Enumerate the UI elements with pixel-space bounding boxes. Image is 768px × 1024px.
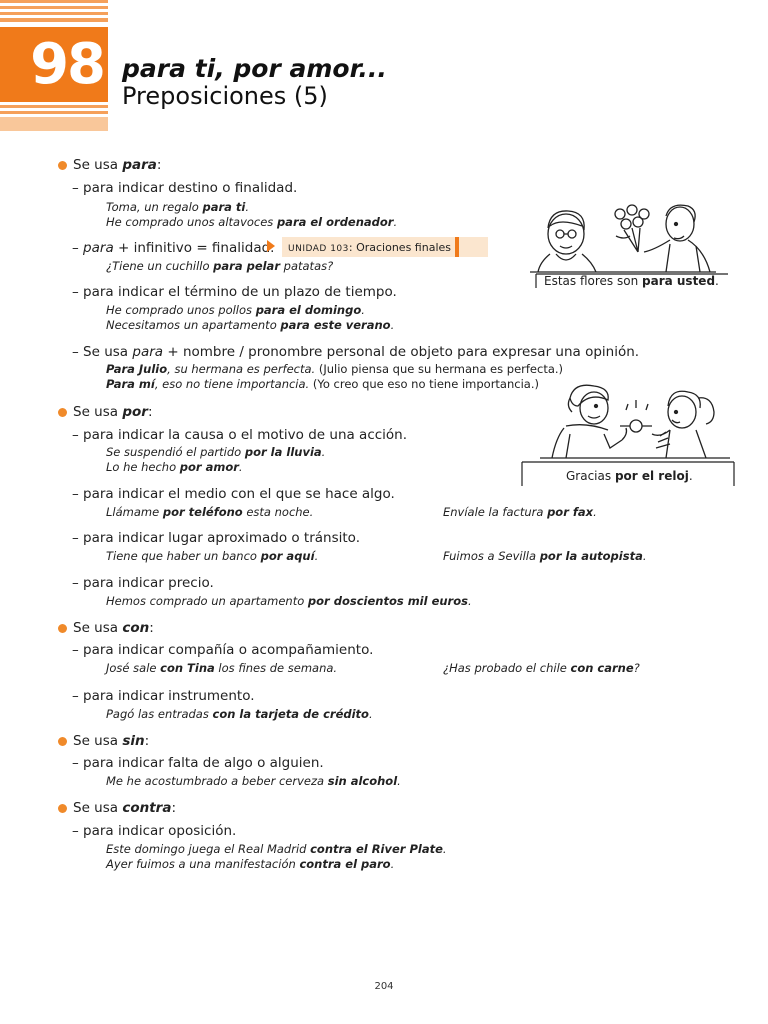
- illustration-caption: Estas flores son para usted.: [544, 274, 719, 288]
- rule-line: – para indicar el medio con el que se hace algo.: [72, 486, 395, 502]
- example: ¿Tiene un cuchillo para pelar patatas?: [106, 259, 334, 273]
- example: He comprado unos pollos para el domingo.: [106, 303, 365, 317]
- example: Me he acostumbrado a beber cerveza sin alcohol.: [106, 774, 401, 788]
- example: Para mí, eso no tiene importancia. (Yo creo que eso no tiene importancia.): [106, 377, 539, 391]
- rule-line: – para indicar precio.: [72, 575, 214, 591]
- example: Toma, un regalo para ti.: [106, 200, 250, 214]
- bullet-icon: [58, 408, 67, 417]
- example: Este domingo juega el Real Madrid contra el River Plate.: [106, 842, 447, 856]
- page-subtitle: Preposiciones (5): [122, 82, 328, 110]
- rule-line: – para indicar falta de algo o alguien.: [72, 755, 324, 771]
- rule-line: – para indicar compañía o acompañamiento.: [72, 642, 374, 658]
- example: He comprado unos altavoces para el ordenador.: [106, 215, 398, 229]
- example: Necesitamos un apartamento para este verano.: [106, 318, 395, 332]
- triangle-arrow-icon: [267, 240, 275, 252]
- cross-reference-bar: [455, 237, 459, 257]
- rule-line: – para indicar lugar aproximado o tránsito.: [72, 530, 360, 546]
- bullet-icon: [58, 161, 67, 170]
- header-stripe: [0, 12, 108, 15]
- page-title: para ti, por amor...: [122, 54, 387, 83]
- example: ¿Has probado el chile con carne?: [443, 661, 640, 675]
- rule-line: – para indicar la causa o el motivo de una acción.: [72, 427, 408, 443]
- example: Para Julio, su hermana es perfecta. (Julio piensa que su hermana es perfecta.): [106, 362, 564, 376]
- illustration-caption: Gracias por el reloj.: [566, 469, 693, 483]
- example: Tiene que haber un banco por aquí.: [106, 549, 319, 563]
- header-stripe: [0, 111, 108, 114]
- example: Ayer fuimos a una manifestación contra el paro.: [106, 857, 395, 871]
- example: Pagó las entradas con la tarjeta de crédito.: [106, 707, 373, 721]
- rule-line: – para indicar instrumento.: [72, 688, 255, 704]
- rule-line: – para + infinitivo = finalidad.: [72, 240, 275, 256]
- rule-line: – para indicar destino o finalidad.: [72, 180, 298, 196]
- page-number: 204: [374, 981, 394, 992]
- header-stripe: [0, 18, 108, 22]
- rule-line: – Se usa para + nombre / pronombre personal de objeto para expresar una opinión.: [72, 344, 640, 360]
- example: Lo he hecho por amor.: [106, 460, 243, 474]
- example: Hemos comprado un apartamento por doscientos mil euros.: [106, 594, 472, 608]
- bullet-icon: [58, 804, 67, 813]
- header-stripe: [0, 117, 108, 131]
- header-stripe: [0, 6, 108, 9]
- watch-gift-illustration: [530, 378, 740, 468]
- example: Llámame por teléfono esta noche.: [106, 505, 314, 519]
- cross-reference[interactable]: UNIDAD 103: Oraciones finales: [288, 241, 451, 254]
- bullet-icon: [58, 737, 67, 746]
- example: José sale con Tina los fines de semana.: [106, 661, 338, 675]
- header-stripe: [0, 0, 108, 3]
- rule-line: – para indicar el término de un plazo de tiempo.: [72, 284, 397, 300]
- header-stripe: [0, 105, 108, 108]
- example: Fuimos a Sevilla por la autopista.: [443, 549, 647, 563]
- rule-line: – para indicar oposición.: [72, 823, 237, 839]
- example: Se suspendió el partido por la lluvia.: [106, 445, 326, 459]
- bullet-icon: [58, 624, 67, 633]
- unit-number: 98: [30, 32, 104, 97]
- example: Envíale la factura por fax.: [443, 505, 597, 519]
